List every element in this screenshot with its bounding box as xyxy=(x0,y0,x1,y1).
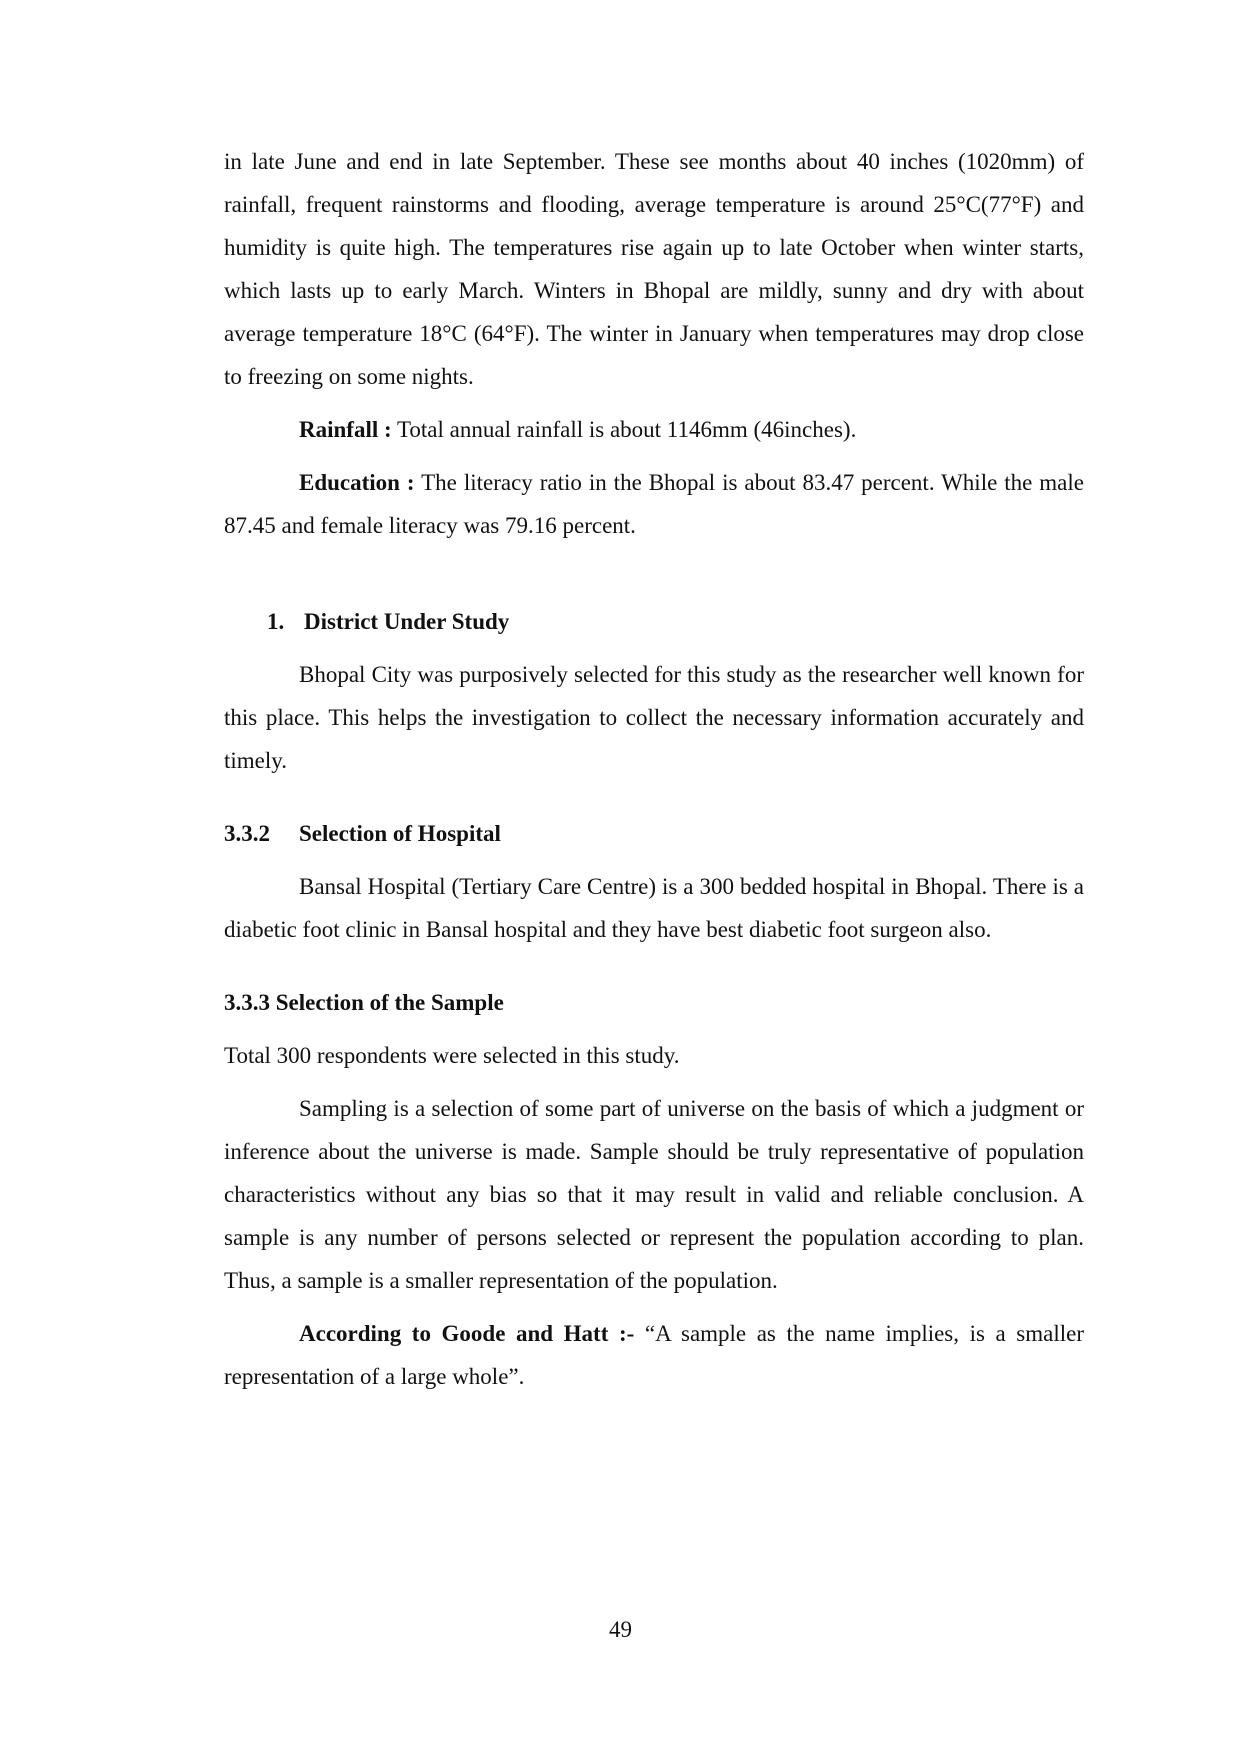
sample-heading: 3.3.3 Selection of the Sample xyxy=(224,990,504,1015)
education-paragraph xyxy=(224,461,1084,547)
hospital-paragraph: Bansal Hospital (Tertiary Care Centre) is a 300 bedded hospital in Bhopal. There is a diabetic foot clinic in Bansal hospital and they have best diabetic foot surgeon also. xyxy=(224,874,1084,942)
district-heading-title: District Under Study xyxy=(304,609,510,634)
rainfall-paragraph xyxy=(224,408,1084,451)
climate-paragraph: in late June and end in late September. These see months about 40 inches (1020mm) of rainfall, frequent rainstorms and flooding, average temperature is around 25°C(77°F) and humidity is quite high. The temperatures rise again up to late October when winter starts, which lasts up to early March. Winters in Bhopal are mildly, sunny and dry with about average temperature 18°C (64°F). The winter in January when temperatures may drop close to freezing on some nights. xyxy=(224,149,1084,389)
sampling-paragraph: Sampling is a selection of some part of universe on the basis of which a judgment or inference about the universe is made. Sample should be truly representative of population characteristics without any bias so that it may result in valid and reliable conclusion. A sample is any number of persons selected or represent the population according to plan. Thus, a sample is a smaller representation of the population. xyxy=(224,1096,1084,1293)
rainfall-label: Rainfall : xyxy=(299,417,392,442)
hospital-heading-number: 3.3.2 xyxy=(224,821,270,846)
page-number: 49 xyxy=(609,1617,632,1642)
quote-text: “A sample as the name implies, is a smaller representation of a large whole”. xyxy=(224,1321,1084,1389)
hospital-heading-title: Selection of Hospital xyxy=(299,821,501,846)
district-paragraph: Bhopal City was purposively selected for this study as the researcher well known for this place. This helps the investigation to collect the necessary information accurately and timely. xyxy=(224,662,1084,773)
education-label: Education : xyxy=(299,470,415,495)
district-heading-number: 1. xyxy=(267,609,285,634)
hospital-heading xyxy=(224,812,1084,855)
quote-label: According to Goode and Hatt :- xyxy=(299,1321,635,1346)
rainfall-text: Total annual rainfall is about 1146mm (46inches). xyxy=(391,417,857,442)
document-page xyxy=(224,140,1084,1398)
education-text: The literacy ratio in the Bhopal is about 83.47 percent. While the male 87.45 and female literacy was 79.16 percent. xyxy=(224,470,1084,538)
district-heading xyxy=(224,600,1084,643)
quote-paragraph xyxy=(224,1312,1084,1398)
sample-intro: Total 300 respondents were selected in this study. xyxy=(224,1043,680,1068)
